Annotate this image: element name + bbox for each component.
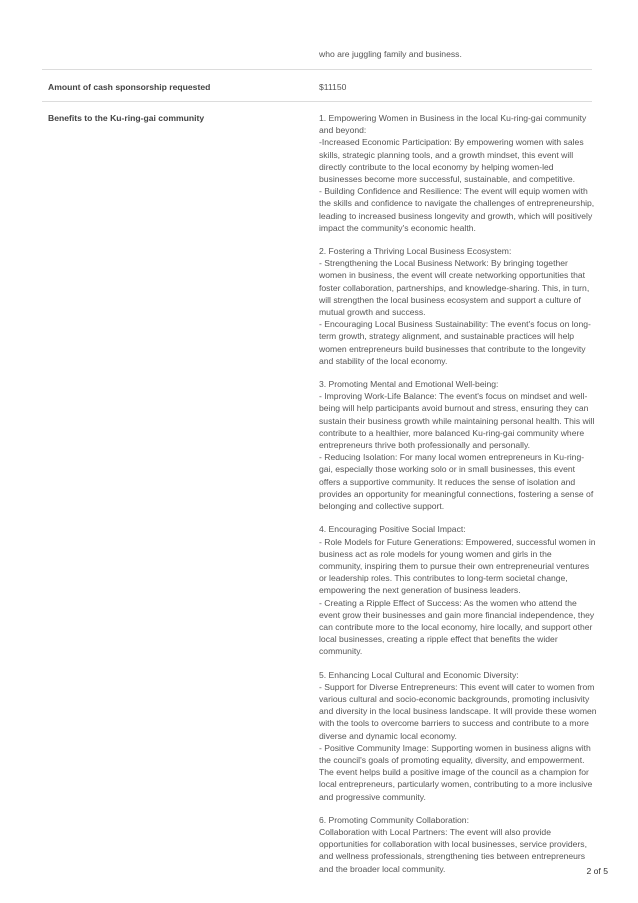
benefit-paragraph-1: 1. Empowering Women in Business in the local Ku-ring-gai community and beyond: -Increased Economic Participation: By empowering women with sales skills, strategic planning tools, and a growth mindset, this event will directly contribute to the local economy by helping women-led businesses become more successful, sustainable, and competitive. - Building Confidence and Resilience: The event will equip women with the skills and confidence to navigate the challenges of entrepreneurship, leading to increased business longevity and growth, which will positively impact the community's economic health. xyxy=(319,113,595,233)
sponsorship-amount-value: $11150 xyxy=(319,82,347,92)
page-number: 2 of 5 xyxy=(586,866,608,876)
benefit-paragraph-4: 4. Encouraging Positive Social Impact: - Role Models for Future Generations: Empowered, successful women in business act as role models for young women and girls in the community, inspiring them to pursue their own entrepreneurial ventures or leadership roles. This contributes to long-term societal change, empowering the next generation of business leaders. - Creating a Ripple Effect of Success: As the women who attend the event grow their businesses and gain more financial independence, they can contribute more to the local economy, hire locally, and support other local businesses, creating a ripple effect that benefits the wider community. xyxy=(319,524,596,657)
sponsorship-amount-label: Amount of cash sponsorship requested xyxy=(48,82,211,92)
benefit-paragraph-3: 3. Promoting Mental and Emotional Well-being: - Improving Work-Life Balance: The event's focus on mindset and well- being will help participants avoid burnout and stress, ensuring they can sustain their business growth while maintaining personal health. This will contribute to a healthier, more balanced Ku-ring-gai community where entrepreneurs thrive both professionally and personally. - Reducing Isolation: For many local women entrepreneurs in Ku-ring- gai, especially those working solo or in small businesses, this event offers a supportive community. It reduces the sense of isolation and provides an opportunity for meaningful connections, fostering a sense of belonging and collective support. xyxy=(319,379,595,512)
community-benefits-label: Benefits to the Ku-ring-gai community xyxy=(48,113,205,123)
row-divider xyxy=(42,101,592,102)
previous-answer-continuation: who are juggling family and business. xyxy=(319,49,462,59)
benefit-paragraph-5: 5. Enhancing Local Cultural and Economic Diversity: - Support for Diverse Entrepreneurs: This event will cater to women from various cultural and socio-economic backgrounds, promoting inclusivity and diversity in the local business landscape. It will provide these women with the tools to overcome barriers to success and contribute to a more diverse and dynamic local economy. - Positive Community Image: Supporting women in business aligns with the council's goals of promoting equality, diversity, and empowerment. The event helps build a positive image of the council as a champion for local entrepreneurs, particularly women, contributing to a more inclusive and progressive community. xyxy=(319,669,597,802)
benefit-paragraph-6: 6. Promoting Community Collaboration: Collaboration with Local Partners: The event will also provide opportunities for collaboration with local businesses, service providers, and wellness professionals, strengthening ties between entrepreneurs and the broader local community. xyxy=(319,814,587,874)
benefit-paragraph-2: 2. Fostering a Thriving Local Business Ecosystem: - Strengthening the Local Business Network: By bringing together women in business, the event will create networking opportunities that foster collaboration, partnerships, and knowledge-sharing. This, in turn, will strengthen the local business ecosystem and support a culture of mutual growth and success. - Encouraging Local Business Sustainability: The event's focus on long- term growth, strategy alignment, and sustainable practices will help women entrepreneurs build businesses that contribute to the longevity and stability of the local economy. xyxy=(319,246,591,366)
row-divider xyxy=(42,69,592,70)
community-benefits-text xyxy=(319,112,599,886)
